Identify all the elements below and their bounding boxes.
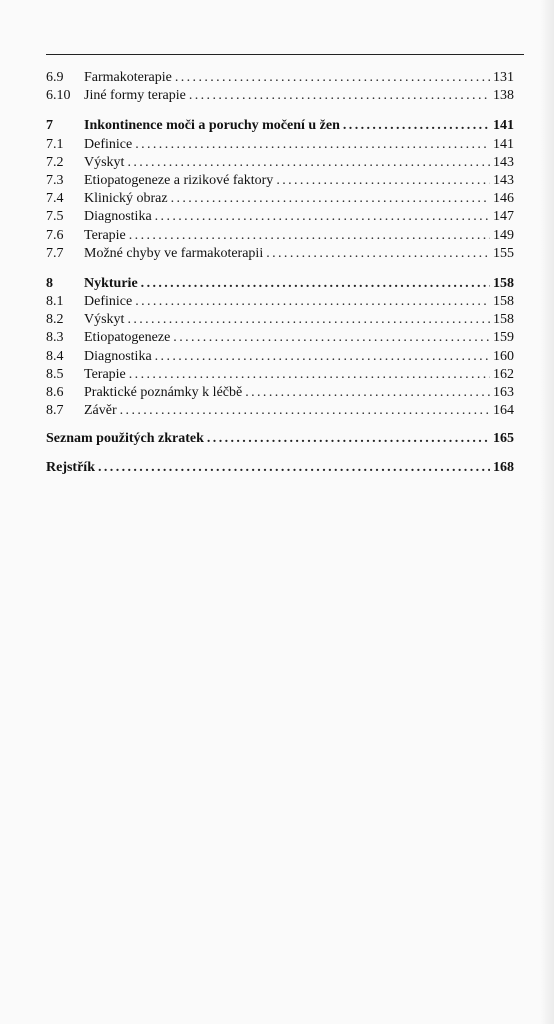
toc-entry-number: 8.2 <box>46 312 64 328</box>
toc-entry-page: 158 <box>493 312 514 328</box>
dot-leader <box>98 459 490 477</box>
toc-entry-title: Terapie <box>84 366 126 382</box>
dot-leader <box>171 190 490 208</box>
toc-entry-page: 164 <box>493 403 514 419</box>
toc-entry-title: Etiopatogeneze a rizikové faktory <box>84 172 274 188</box>
dot-leader <box>135 136 490 154</box>
toc-entry-page: 158 <box>493 294 514 310</box>
dot-leader <box>155 208 490 226</box>
toc-entry-title: Farmakoterapie <box>84 70 172 85</box>
toc-entry-6-9[interactable] <box>46 69 514 87</box>
toc-entry-title: Praktické poznámky k léčbě <box>84 385 243 400</box>
dot-leader <box>129 366 490 384</box>
toc-entry-7-5[interactable] <box>46 208 514 226</box>
toc-entry-7-7[interactable] <box>46 245 514 263</box>
toc-entry-8-6[interactable] <box>46 384 514 402</box>
toc-chapter-title: Inkontinence moči a poruchy močení u žen <box>84 118 340 134</box>
toc-entry-title: Diagnostika <box>84 209 152 225</box>
toc-chapter-page: 141 <box>493 118 514 134</box>
toc-entry-page: 155 <box>493 245 514 261</box>
toc-entry-number: 7.2 <box>46 154 64 170</box>
toc-chapter-title: Nykturie <box>84 275 138 291</box>
toc-entry-7-2[interactable] <box>46 154 514 172</box>
toc-entry-title: Výskyt <box>84 154 125 170</box>
dot-leader <box>127 311 490 329</box>
toc-entry-7-3[interactable] <box>46 172 514 190</box>
toc-entry-page: 141 <box>493 136 514 152</box>
page-edge-shadow <box>540 0 554 1024</box>
toc-entry-title: Výskyt <box>84 312 125 328</box>
toc-entry-number: 8.5 <box>46 366 64 382</box>
toc-chapter-page: 158 <box>493 275 514 291</box>
toc-entry-number: 8.3 <box>46 330 64 346</box>
toc-entry-page: 143 <box>493 154 514 170</box>
toc-entry-6-10[interactable] <box>46 87 514 105</box>
toc-entry-7-4[interactable] <box>46 190 514 208</box>
toc-entry-8-1[interactable] <box>46 293 514 311</box>
toc-entry-7-6[interactable] <box>46 227 514 245</box>
toc-chapter-8[interactable] <box>46 275 514 293</box>
toc-section-page: 165 <box>493 431 514 447</box>
toc-entry-title: Jiné formy terapie <box>84 88 186 104</box>
toc-entry-title: Definice <box>84 294 133 310</box>
toc-abbreviations[interactable] <box>46 430 514 448</box>
toc-entry-number: 7.6 <box>46 227 64 243</box>
toc-entry-number: 6.10 <box>46 88 71 104</box>
toc-entry-number: 6.9 <box>46 70 64 85</box>
dot-leader <box>276 172 490 190</box>
toc-entry-number: 7.1 <box>46 136 64 152</box>
table-of-contents <box>46 69 514 477</box>
toc-entry-number: 8.4 <box>46 348 64 364</box>
toc-section-title: Seznam použitých zkratek <box>46 431 204 447</box>
dot-leader <box>155 348 490 366</box>
toc-entry-7-1[interactable] <box>46 136 514 154</box>
toc-entry-page: 143 <box>493 172 514 188</box>
toc-entry-page: 163 <box>493 385 514 400</box>
toc-entry-title: Závěr <box>84 403 117 419</box>
toc-entry-number: 8.7 <box>46 403 64 419</box>
toc-entry-page: 131 <box>493 70 514 85</box>
toc-entry-number: 8.6 <box>46 385 64 400</box>
toc-entry-title: Definice <box>84 136 133 152</box>
dot-leader <box>173 329 490 347</box>
toc-section-page: 168 <box>493 459 514 475</box>
toc-entry-8-3[interactable] <box>46 329 514 347</box>
header-rule <box>46 54 524 55</box>
toc-entry-page: 159 <box>493 330 514 346</box>
toc-chapter-number: 7 <box>46 118 53 134</box>
toc-entry-8-2[interactable] <box>46 311 514 329</box>
toc-entry-number: 8.1 <box>46 294 64 310</box>
toc-entry-page: 149 <box>493 227 514 243</box>
toc-entry-8-7[interactable] <box>46 402 514 420</box>
toc-entry-page: 138 <box>493 88 514 104</box>
dot-leader <box>120 402 490 420</box>
toc-entry-title: Terapie <box>84 227 126 243</box>
toc-entry-page: 160 <box>493 348 514 364</box>
toc-entry-number: 7.5 <box>46 209 64 225</box>
toc-section-title: Rejstřík <box>46 459 95 475</box>
toc-entry-number: 7.7 <box>46 245 64 261</box>
toc-entry-8-4[interactable] <box>46 348 514 366</box>
toc-chapter-7[interactable] <box>46 117 514 135</box>
toc-entry-page: 146 <box>493 191 514 207</box>
toc-entry-title: Možné chyby ve farmakoterapii <box>84 245 264 261</box>
toc-entry-title: Etiopatogeneze <box>84 330 171 346</box>
dot-leader <box>245 384 490 402</box>
toc-entry-8-5[interactable] <box>46 366 514 384</box>
toc-entry-title: Diagnostika <box>84 348 152 364</box>
dot-leader <box>207 430 490 448</box>
dot-leader <box>141 275 490 293</box>
dot-leader <box>343 117 490 135</box>
dot-leader <box>127 154 490 172</box>
toc-index[interactable] <box>46 459 514 477</box>
toc-chapter-number: 8 <box>46 275 53 291</box>
toc-entry-title: Klinický obraz <box>84 191 168 207</box>
dot-leader <box>129 227 490 245</box>
toc-entry-number: 7.4 <box>46 191 64 207</box>
toc-entry-number: 7.3 <box>46 172 64 188</box>
dot-leader <box>135 293 490 311</box>
dot-leader <box>266 245 490 263</box>
toc-entry-page: 162 <box>493 366 514 382</box>
dot-leader <box>189 87 490 105</box>
dot-leader <box>175 69 490 87</box>
toc-entry-page: 147 <box>493 209 514 225</box>
